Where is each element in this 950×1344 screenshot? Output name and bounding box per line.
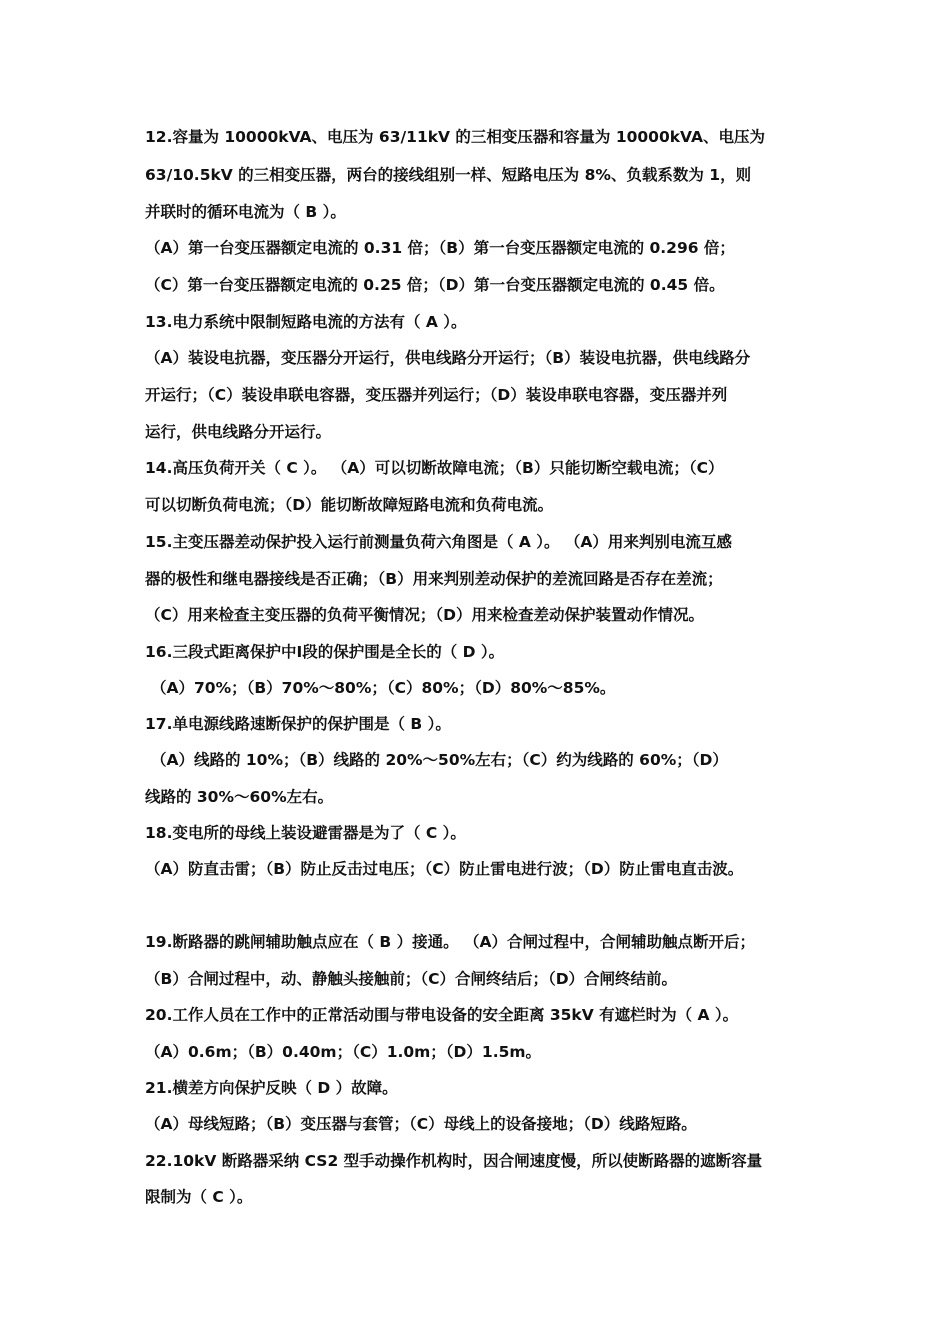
- question-17-options-line-2: 线路的 30%～60%左右。: [145, 788, 334, 806]
- question-19-line-1: 19.断路器的跳闸辅助触点应在（ B ）接通。 （A）合闸过程中，合闸辅助触点断开后；: [145, 933, 755, 951]
- question-22-line-2: 限制为（ C ）。: [145, 1188, 253, 1206]
- question-22-line-1: 22.10kV 断路器采纳 CS2 型手动操作机构时，因合闸速度慢，所以使断路器的遮断容量: [145, 1152, 763, 1170]
- question-18-options: （A）防直击雷；（B）防止反击过电压；（C）防止雷电进行波；（D）防止雷电直击波。: [145, 860, 744, 878]
- question-14-line-2: 可以切断负荷电流；（D）能切断故障短路电流和负荷电流。: [145, 496, 554, 514]
- question-12-options-cd: （C）第一台变压器额定电流的 0.25 倍；（D）第一台变压器额定电流的 0.45 倍。: [145, 276, 725, 294]
- question-13: 13.电力系统中限制短路电流的方法有（ A ）。: [145, 313, 467, 331]
- question-16-options: （A）70%；（B）70%～80%；（C）80%；（D）80%～85%。: [151, 679, 616, 697]
- question-15-line-1: 15.主变压器差动保护投入运行前测量负荷六角图是（ A ）。 （A）用来判别电流互感: [145, 533, 732, 551]
- question-20: 20.工作人员在工作中的正常活动围与带电设备的安全距离 35kV 有遮栏时为（ A ）。: [145, 1006, 739, 1024]
- question-19-line-2: （B）合闸过程中，动、静触头接触前；（C）合闸终结后；（D）合闸终结前。: [145, 970, 678, 988]
- question-13-options-line-2: 开运行；（C）装设串联电容器，变压器并列运行；（D）装设串联电容器，变压器并列: [145, 386, 728, 404]
- question-15-line-3: （C）用来检查主变压器的负荷平衡情况；（D）用来检查差动保护装置动作情况。: [145, 606, 704, 624]
- question-20-options: （A）0.6m；（B）0.40m；（C）1.0m；（D）1.5m。: [145, 1043, 542, 1061]
- question-12-line-1: 12.容量为 10000kVA、电压为 63/11kV 的三相变压器和容量为 10000kVA、电压为: [145, 128, 765, 146]
- question-12-line-3: 并联时的循环电流为（ B ）。: [145, 203, 346, 221]
- question-13-options-line-3: 运行，供电线路分开运行。: [145, 423, 332, 441]
- question-18: 18.变电所的母线上装设避雷器是为了（ C ）。: [145, 824, 466, 842]
- question-21-options: （A）母线短路；（B）变压器与套管；（C）母线上的设备接地；（D）线路短路。: [145, 1115, 697, 1133]
- question-13-options-line-1: （A）装设电抗器，变压器分开运行，供电线路分开运行；（B）装设电抗器，供电线路分: [145, 349, 751, 367]
- question-17-options-line-1: （A）线路的 10%；（B）线路的 20%～50%左右；（C）约为线路的 60%；（D）: [151, 751, 728, 769]
- question-14-line-1: 14.高压负荷开关（ C ）。 （A）可以切断故障电流；（B）只能切断空载电流；（C）: [145, 459, 724, 477]
- question-16: 16.三段式距离保护中Ⅰ段的保护围是全长的（ D ）。: [145, 643, 505, 661]
- question-12-line-2: 63/10.5kV 的三相变压器，两台的接线组别一样、短路电压为 8%、负载系数为 1，则: [145, 166, 752, 184]
- question-21: 21.横差方向保护反映（ D ）故障。: [145, 1079, 398, 1097]
- question-17: 17.单电源线路速断保护的保护围是（ B ）。: [145, 715, 451, 733]
- question-12-options-ab: （A）第一台变压器额定电流的 0.31 倍；（B）第一台变压器额定电流的 0.296 倍；: [145, 239, 735, 257]
- question-15-line-2: 器的极性和继电器接线是否正确；（B）用来判别差动保护的差流回路是否存在差流；: [145, 570, 723, 588]
